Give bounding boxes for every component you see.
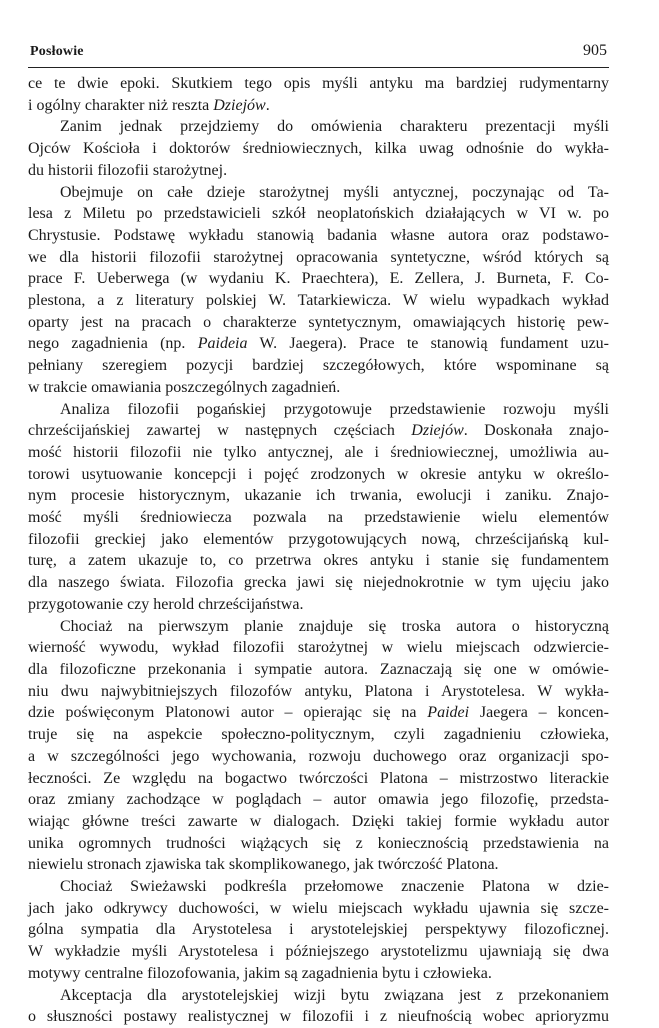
text-line: łeczności. Ze względu na bogactwo twórczości Platona – mistrzostwo literackie — [28, 769, 609, 787]
paragraph — [28, 73, 609, 116]
text-line: a w szczególności jego wychowania, rozwoju duchowego oraz organizacji spo- — [28, 747, 609, 765]
text-line: Ojców Kościoła i doktorów średniowiecznych, kilka uwag odnośnie do wykła- — [28, 140, 609, 158]
body-text — [28, 73, 609, 1028]
text-line: unika ogromnych trudności wiążących się z koniecznością przedstawienia na — [28, 834, 609, 852]
italic-title: Dziejów — [411, 422, 464, 440]
paragraph — [28, 876, 609, 985]
paragraph — [28, 182, 609, 399]
text-line: W wykładzie myśli Arystotelesa i późniejszego arystotelizmu ujawniają się dwa — [28, 943, 609, 961]
paragraph — [28, 985, 609, 1028]
text-line: niewielu stronach zjawiska tak skomplikowanego, jak twórczość Platona. — [28, 856, 499, 874]
text-line: niu dwu najwybitniejszych filozofów antyku, Platona i Arystotelesa. W wykła- — [28, 682, 609, 700]
paragraph — [28, 399, 609, 616]
text-line: nym procesie historycznym, ukazanie ich trwania, ewolucji i zaniku. Znajo- — [28, 487, 609, 505]
text-line: mość historii filozofii nie tylko antycznej, ale i średniowiecznej, umożliwia au- — [28, 443, 609, 461]
text-line: o słuszności postawy realistycznej w filozofii i z nieufnością wobec aprioryzmu — [28, 1008, 609, 1026]
text-line: wiając główne treści zawarte w dialogach. Dzięki takiej formie wykładu autor — [28, 812, 609, 830]
text-line: motywy centralne filozofowania, jakim są zagadnienia bytu i człowieka. — [28, 964, 492, 982]
text-line: filozofii greckiej jako elementów przygotowujących nową, chrześcijańską kul- — [28, 530, 609, 548]
text-line: oraz zmiany zachodzące w poglądach – autor omawia jego filozofię, przedsta- — [28, 791, 609, 809]
text-line: plestona, a z literatury polskiej W. Tatarkiewicza. W wielu wypadkach wykład — [28, 292, 609, 310]
text-line: mość myśli średniowiecza pozwala na przedstawienie wielu elementów — [28, 509, 609, 527]
text-line: Chociaż Swieżawski podkreśla przełomowe znaczenie Platona w dzie- — [60, 878, 609, 896]
text-line: Chociaż na pierwszym planie znajduje się troska autora o historyczną — [60, 617, 609, 635]
running-header — [28, 42, 609, 68]
paragraph — [28, 116, 609, 181]
text-line: Chrystusie. Podstawę wykładu stanowią badania własne autora oraz podstawo- — [28, 226, 609, 244]
book-page — [28, 42, 609, 1028]
text-line: Zanim jednak przejdziemy do omówienia charakteru prezentacji myśli — [60, 118, 609, 136]
italic-title: Paideia — [197, 335, 248, 353]
page-number: 905 — [583, 42, 607, 59]
text-line: przygotowanie czy herold chrześcijaństwa. — [28, 595, 304, 613]
text-line: jach jako odkrywcy duchowości, w wielu miejscach wykładu ujawnia się szcze- — [28, 899, 609, 917]
text-line: dla naszego świata. Filozofia grecka jawi się niejednokrotnie w tym ujęciu jako — [28, 574, 609, 592]
text-line: pełniany szeregiem pozycji bardziej szczegółowych, które wspominane są — [28, 357, 609, 375]
text-line: Akceptacja dla arystotelejskiej wizji bytu związana jest z przekonaniem — [60, 986, 609, 1004]
text-line: truje się na aspekcie społeczno-politycznym, czyli zagadnieniu człowieka, — [28, 726, 609, 744]
text-line: dla filozoficzne przekonania i sympatie autora. Zaznaczają się one w omówie- — [28, 660, 609, 678]
text-line: dzie poświęconym Platonowi autor – opierając się na Paidei Jaegera – koncen- — [28, 704, 609, 722]
italic-title: Paidei — [427, 704, 470, 722]
text-line: turę, a zatem ukazuje to, co przetrwa okres antyku i stanie się fundamentem — [28, 552, 609, 570]
italic-title: Dziejów — [213, 96, 266, 114]
text-line: wierność wywodu, wykład filozofii starożytnej w wielu miejscach odzwiercie- — [28, 639, 609, 657]
running-title: Posłowie — [30, 44, 84, 59]
text-line: oparty jest na pracach o charakterze syntetycznym, omawiających historię pew- — [28, 313, 609, 331]
text-line: w trakcie omawiania poszczególnych zagadnień. — [28, 378, 341, 396]
text-line: i ogólny charakter niż reszta Dziejów. — [28, 96, 270, 114]
text-line: chrześcijańskiej zawartej w następnych częściach Dziejów. Doskonała znajo- — [28, 422, 610, 440]
text-line: du historii filozofii starożytnej. — [28, 161, 228, 179]
paragraph — [28, 616, 609, 876]
text-line: gólna sympatia dla Arystotelesa i arystotelejskiej perspektywy filozoficznej. — [28, 921, 609, 939]
text-line: prace F. Ueberwega (w wydaniu K. Praechtera), E. Zellera, J. Burneta, F. Co- — [28, 270, 609, 288]
text-line: Obejmuje on całe dzieje starożytnej myśli antycznej, poczynając od Ta- — [60, 183, 609, 201]
text-line: nego zagadnienia (np. Paideia W. Jaegera). Prace te stanowią fundament uzu- — [28, 335, 609, 353]
text-line: lesa z Miletu po przedstawicieli szkół neoplatońskich działających w VI w. po — [28, 205, 609, 223]
text-line: we dla historii filozofii starożytnej opracowania syntetyczne, wśród których są — [28, 248, 609, 266]
text-line: torowi usytuowanie koncepcji i pojęć zrodzonych w okresie antyku w określo- — [28, 465, 609, 483]
text-line: Analiza filozofii pogańskiej przygotowuje przedstawienie rozwoju myśli — [60, 400, 609, 418]
text-line: ce te dwie epoki. Skutkiem tego opis myśli antyku ma bardziej rudymentarny — [28, 75, 609, 92]
